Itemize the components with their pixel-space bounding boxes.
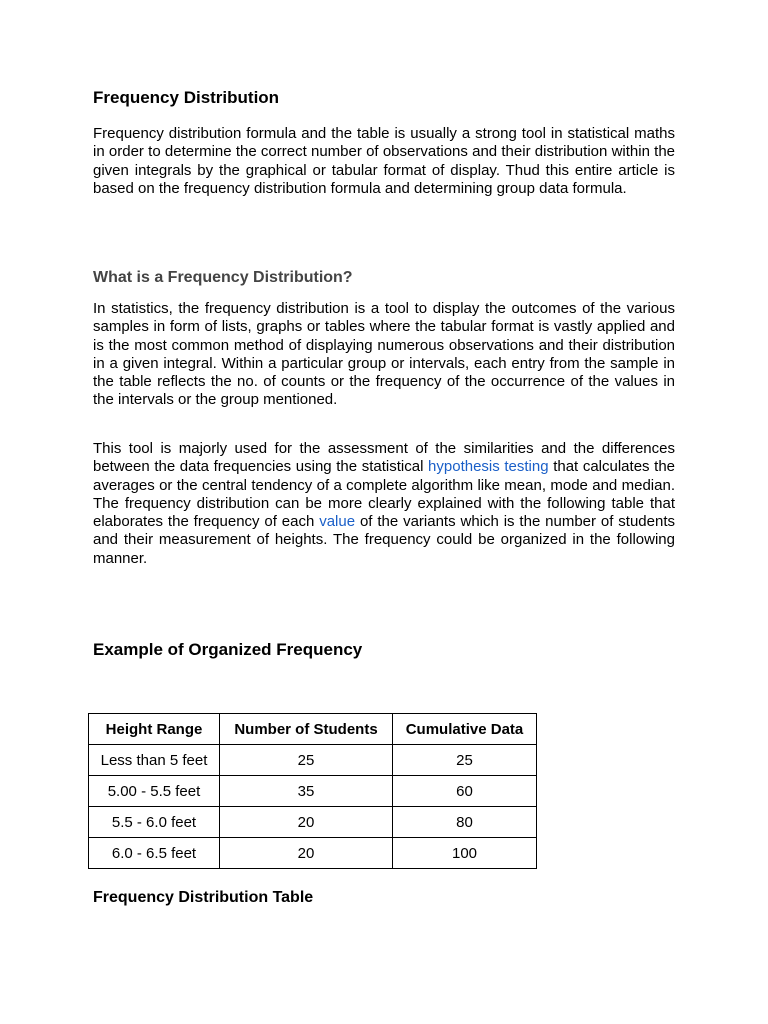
table-row — [89, 745, 537, 776]
column-header-cumulative-data: Cumulative Data — [393, 714, 537, 745]
table-cell: 80 — [393, 807, 537, 838]
table-cell: 5.5 - 6.0 feet — [89, 807, 220, 838]
table-header-row — [89, 714, 537, 745]
tool-paragraph-text-1: This tool is majorly used for the assessment of the similarities and the differences between the data frequencies using the statistical — [93, 440, 675, 476]
table-caption: Frequency Distribution Table — [93, 889, 314, 906]
column-header-number-of-students: Number of Students — [220, 714, 393, 745]
table-row — [89, 838, 537, 869]
tool-paragraph-text-3: of the variants which is the number of students and their measurement of heights. The frequency could be organized in the following manner. — [93, 513, 675, 567]
value-link[interactable]: value — [319, 513, 356, 531]
section-heading-what: What is a Frequency Distribution? — [93, 269, 353, 286]
section-heading-example: Example of Organized Frequency — [93, 640, 363, 659]
table-row — [89, 807, 537, 838]
tool-paragraph-text-2: that calculates the averages or the central tendency of a complete algorithm like mean, mode and median. The frequency distribution can be more clearly explained with the following table that elaborates the frequency of each — [93, 458, 676, 531]
table-cell: 25 — [393, 745, 537, 776]
intro-paragraph: Frequency distribution formula and the table is usually a strong tool in statistical maths in order to determine the correct number of observations and their distribution within the given integrals by the graphical or tabular format of display. Thud this entire article is based on the frequency distribution formula and determining group data formula. — [93, 125, 675, 197]
table-cell: 20 — [220, 838, 393, 869]
table-cell: 35 — [220, 776, 393, 807]
column-header-height-range: Height Range — [89, 714, 220, 745]
statistics-paragraph: In statistics, the frequency distribution is a tool to display the outcomes of the various samples in form of lists, graphs or tables where the tabular format is vastly applied and is the most common method of displaying numerous observations and their distribution in a given integral. Within a particular group or intervals, each entry from the sample in the table reflects the no. of counts or the frequency of the occurrence of the values in the intervals or the group mentioned. — [93, 300, 675, 409]
table-cell: 100 — [393, 838, 537, 869]
page-title: Frequency Distribution — [93, 88, 280, 107]
frequency-table — [88, 713, 537, 869]
table-row — [89, 776, 537, 807]
table-cell: 60 — [393, 776, 537, 807]
table-cell: Less than 5 feet — [89, 745, 220, 776]
table-cell: 20 — [220, 807, 393, 838]
table-cell: 5.00 - 5.5 feet — [89, 776, 220, 807]
tool-paragraph — [93, 440, 675, 568]
hypothesis-testing-link[interactable]: hypothesis testing — [428, 458, 549, 476]
table-cell: 6.0 - 6.5 feet — [89, 838, 220, 869]
table-cell: 25 — [220, 745, 393, 776]
